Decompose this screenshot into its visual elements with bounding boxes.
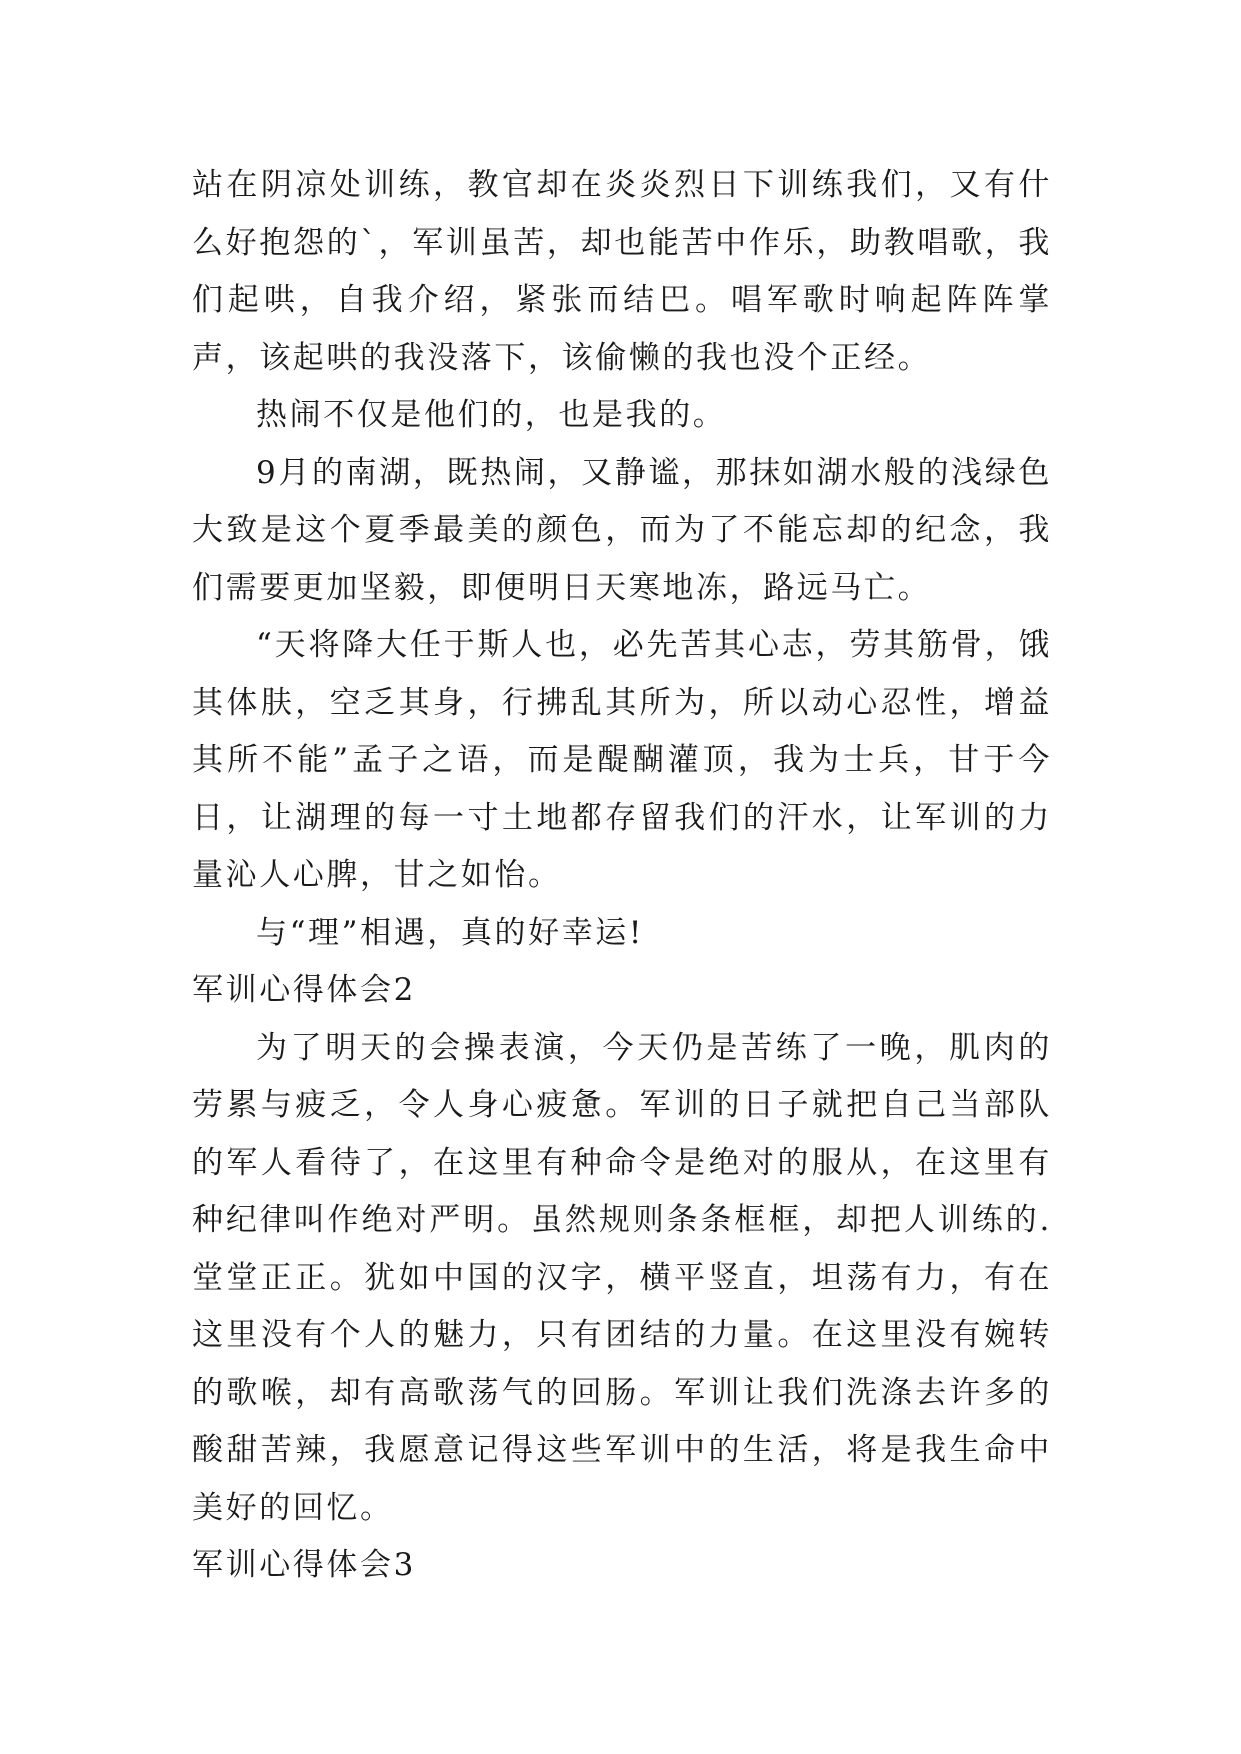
paragraph: 为了明天的会操表演，今天仍是苦练了一晚，肌肉的劳累与疲乏，令人身心疲惫。军训的日子就把自己当部队的军人看待了，在这里有种命令是绝对的服从，在这里有种纪律叫作绝对严明。虽然规则条条框框，却把人训练的.堂堂正正。犹如中国的汉字，横平竖直，坦荡有力，有在这里没有个人的魅力，只有团结的力量。在这里没有婉转的歌喉，却有高歌荡气的回肠。军训让我们洗涤去许多的酸甜苦辣，我愿意记得这些军训中的生活，将是我生命中美好的回忆。 [192, 1029, 1052, 1526]
document-body [192, 157, 1052, 1595]
paragraph: “天将降大任于斯人也，必先苦其心志，劳其筋骨，饿其体肤，空乏其身，行拂乱其所为，所以动心忍性，增益其所不能”孟子之语，而是醍醐灌顶，我为士兵，甘于今日，让湖理的每一寸土地都存留我们的汗水，让军训的力量沁人心脾，甘之如怡。 [192, 627, 1052, 893]
paragraph: 与“理”相遇，真的好幸运! [256, 914, 644, 951]
section-heading-3: 军训心得体会3 [192, 1547, 416, 1583]
paragraph: 9月的南湖，既热闹，又静谧，那抹如湖水般的浅绿色大致是这个夏季最美的颜色，而为了不能忘却的纪念，我们需要更加坚毅，即便明日天寒地冻，路远马亡。 [192, 454, 1052, 606]
paragraph-continuation: 站在阴凉处训练，教官却在炎炎烈日下训练我们，又有什么好抱怨的`，军训虽苦，却也能苦中作乐，助教唱歌，我们起哄，自我介绍，紧张而结巴。唱军歌时响起阵阵掌声，该起哄的我没落下，该偷懒的我也没个正经。 [192, 167, 1052, 376]
section-heading-2: 军训心得体会2 [192, 972, 416, 1008]
paragraph: 热闹不仅是他们的，也是我的。 [256, 397, 727, 433]
